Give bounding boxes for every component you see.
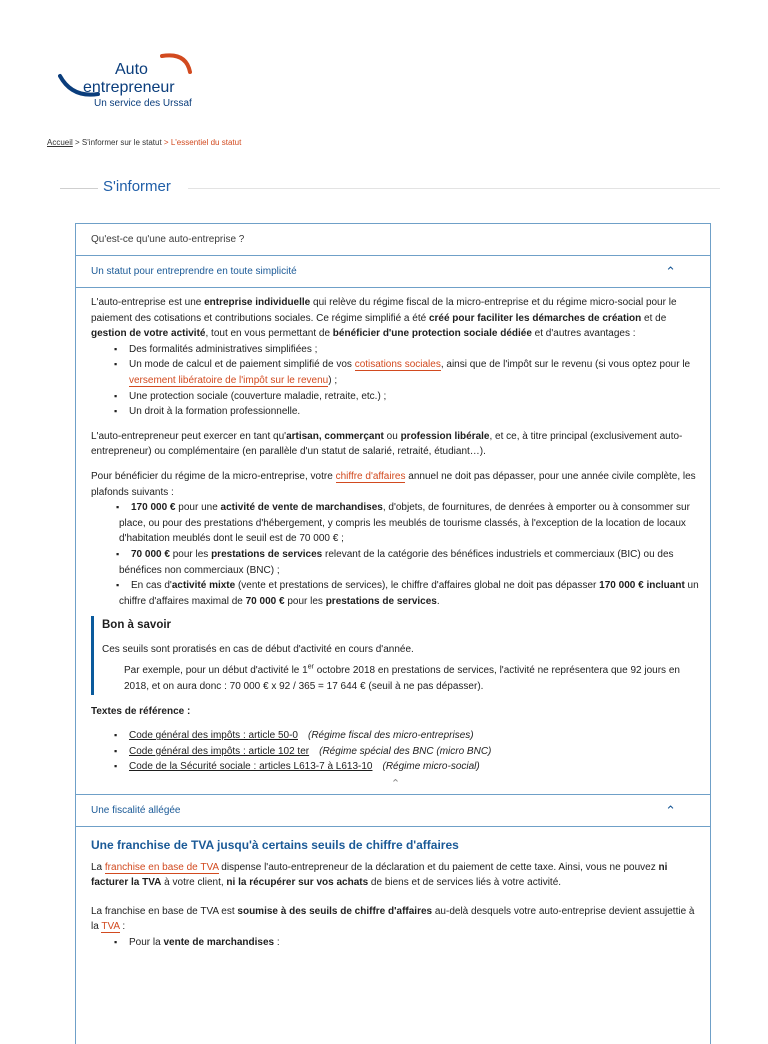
breadcrumb-separator: >	[161, 138, 171, 147]
logo-tagline: Un service des Urssaf	[94, 98, 192, 109]
chiffre-affaires-link[interactable]: chiffre d'affaires	[335, 470, 406, 482]
text-bold: 170 000 €	[131, 502, 176, 514]
list-item: ▪ Des formalités administratives simplifiées ;	[129, 342, 700, 358]
cotisations-sociales-link[interactable]: cotisations sociales	[354, 359, 441, 371]
text: un chiffre d'affaires maximal de	[119, 580, 699, 607]
tva-link[interactable]: TVA	[101, 921, 120, 933]
collapse-chevron-icon[interactable]: ⌃	[390, 778, 401, 791]
tva-thresholds-list	[91, 935, 700, 951]
text-bold: activité mixte	[171, 580, 236, 592]
text: pour les	[284, 595, 326, 607]
text: er	[307, 664, 314, 672]
text: Pour bénéficier du régime de la micro-entreprise, votre	[91, 470, 336, 482]
reference-link[interactable]: Code général des impôts : article 50-0	[129, 730, 298, 742]
text-bold: ni facturer la TVA	[91, 861, 668, 889]
text-bold: 70 000 €	[245, 595, 285, 607]
reference-note: (Régime fiscal des micro-entreprises)	[307, 730, 474, 742]
breadcrumb-current: L'essentiel du statut	[170, 138, 242, 147]
text: , ainsi que de l'impôt sur le revenu (si vous optez pour le	[440, 359, 691, 371]
logo[interactable]	[58, 52, 208, 112]
text: Un mode de calcul et de paiement simplifié de vos	[129, 359, 355, 371]
text-bold: vente de marchandises	[163, 937, 275, 948]
text-bold: 70 000 €	[131, 548, 170, 560]
list-item	[129, 744, 700, 760]
text: La	[91, 861, 105, 873]
reference-note: (Régime micro-social)	[382, 761, 480, 773]
text: Pour la	[129, 937, 164, 948]
accordion	[75, 223, 711, 1044]
chevron-up-icon[interactable]: ⌃	[665, 264, 676, 279]
list-item	[119, 547, 700, 578]
versement-liberatoire-link[interactable]: versement libératoire de l'impôt sur le revenu	[129, 374, 329, 386]
text: et d'autres avantages :	[531, 328, 636, 340]
text: ou	[383, 430, 401, 442]
text: :	[274, 937, 280, 948]
text-bold: activité de vente de marchandises	[220, 502, 383, 514]
accordion-panel-simple-status	[76, 288, 710, 795]
divider	[188, 188, 720, 189]
text: La franchise en base de TVA est	[91, 905, 238, 917]
text-bold: soumise à des seuils de chiffre d'affaires	[237, 905, 433, 917]
accordion-item-title: Une fiscalité allégée	[91, 805, 181, 817]
text-bold: prestations de services	[325, 595, 437, 607]
thresholds-list	[91, 500, 700, 609]
accordion-item-simple-status[interactable]	[76, 256, 710, 288]
text: L'auto-entreprise est une	[91, 297, 205, 308]
logo-line2: entrepreneur	[83, 79, 175, 96]
list-item	[129, 728, 700, 744]
list-item	[129, 759, 700, 775]
paragraph	[91, 295, 700, 342]
text: octobre 2018 en prestations de services, l'activité ne représentera que 92 jours en 2018, et on aura donc : 70 000 € x 92 / 365 = 17 644 € (seuil à ne pas dépasser).	[124, 665, 680, 693]
breadcrumb	[47, 138, 241, 147]
list-item	[129, 357, 700, 388]
text: , d'objets, de fournitures, de denrées à emporter ou à consommer sur place, ou pour des prestations d'hébergement, y compris les meublés de tourisme classés, à l'exception de la location de locaux d'habitation meublés dont le seuil est de 70 000 € ;	[119, 502, 690, 545]
references-list	[91, 728, 700, 775]
note-text: Ces seuils sont proratisés en cas de début d'activité en cours d'année.	[102, 643, 414, 655]
text: L'auto-entrepreneur peut exercer en tant qu'	[91, 430, 287, 442]
text: de biens et de services liés à votre activité.	[368, 877, 562, 889]
list-item	[119, 578, 700, 609]
text: ) ;	[328, 374, 338, 386]
list-item	[119, 500, 700, 547]
breadcrumb-informer-link[interactable]: S'informer sur le statut	[81, 138, 162, 147]
divider	[60, 188, 98, 189]
advantages-list	[91, 342, 700, 420]
text: :	[119, 921, 126, 933]
list-item: ▪ Une protection sociale (couverture maladie, retraite, etc.) ;	[129, 389, 700, 405]
list-item: ▪ Un droit à la formation professionnelle.	[129, 404, 700, 420]
breadcrumb-separator: >	[72, 138, 82, 147]
text-bold: prestations de services	[211, 548, 323, 560]
chevron-up-icon[interactable]: ⌃	[665, 803, 676, 819]
paragraph	[91, 860, 700, 891]
text: En cas d'	[131, 580, 172, 592]
text: .	[436, 595, 440, 607]
good-to-know-box	[91, 616, 700, 694]
accordion-item-title: Qu'est-ce qu'une auto-entreprise ?	[91, 234, 245, 245]
references-title: Textes de référence :	[91, 705, 191, 717]
text: annuel ne doit pas dépasser, pour une année civile complète, les plafonds suivants :	[91, 470, 696, 498]
text: qui relève du régime fiscal de la micro-entreprise et du régime micro-social pour le paiement des cotisations et contributions sociales. Ce régime simplifié a été	[91, 297, 677, 324]
reference-link[interactable]: Code de la Sécurité sociale : articles L613-7 à L613-10	[129, 761, 373, 773]
subsection-heading: Une franchise de TVA jusqu'à certains seuils de chiffre d'affaires	[91, 838, 459, 853]
text: pour une	[175, 502, 221, 514]
note-title: Bon à savoir	[102, 619, 172, 632]
franchise-tva-link[interactable]: franchise en base de TVA	[104, 861, 219, 873]
text-bold: bénéficier d'une protection sociale dédiée	[332, 328, 532, 340]
accordion-item-fiscalite[interactable]	[76, 795, 710, 827]
paragraph	[91, 469, 700, 500]
text-bold: profession libérale	[400, 430, 490, 442]
text: , et ce, à titre principal (exclusivement auto-entrepreneur) ou complémentaire (en parallèle d'un statut de salarié, retraité, étudiant…).	[91, 430, 683, 458]
text-bold: créé pour faciliter les démarches de création	[428, 312, 642, 324]
logo-line1: Auto	[115, 61, 148, 78]
text: Par exemple, pour un début d'activité le 1	[124, 665, 308, 677]
text-bold: ni la récupérer sur vos achats	[226, 877, 369, 889]
text: , tout en vous permettant de	[205, 328, 333, 340]
list-item	[129, 935, 700, 951]
note-example	[102, 663, 700, 694]
accordion-item-title: Un statut pour entreprendre en toute simplicité	[91, 266, 297, 277]
text-bold: gestion de votre activité	[91, 328, 206, 340]
accordion-item-what-is[interactable]	[76, 224, 710, 256]
text-bold: artisan, commerçant	[286, 430, 384, 442]
text: relevant de la catégorie des bénéfices industriels et commerciaux (BIC) ou des bénéfices non commerciaux (BNC) ;	[119, 548, 674, 576]
breadcrumb-home-link[interactable]: Accueil	[47, 138, 73, 147]
text-bold: 170 000 € incluant	[599, 580, 685, 592]
text: dispense l'auto-entrepreneur de la déclaration et du paiement de cette taxe. Ainsi, vous ne pouvez	[218, 861, 659, 873]
accordion-panel-fiscalite	[76, 827, 710, 951]
page-title: S'informer	[103, 178, 171, 195]
text: pour les	[169, 548, 212, 560]
reference-note: (Régime spécial des BNC (micro BNC)	[319, 745, 492, 757]
text-bold: entreprise individuelle	[204, 297, 311, 308]
text: au-delà desquels votre auto-entreprise devient assujettie à la	[91, 905, 695, 933]
paragraph	[91, 904, 700, 935]
section-title	[60, 178, 720, 198]
text: à votre client,	[161, 877, 227, 889]
text: et de	[641, 312, 667, 324]
text: (vente et prestations de services), le chiffre d'affaires global ne doit pas dépasser	[235, 580, 600, 592]
reference-link[interactable]: Code général des impôts : article 102 ter	[129, 745, 310, 757]
paragraph	[91, 429, 700, 460]
